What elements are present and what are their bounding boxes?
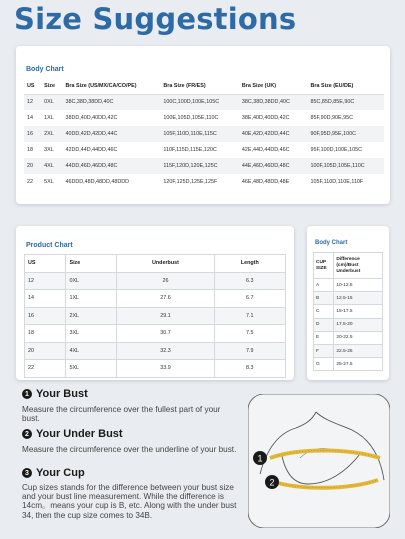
- table-row: [314, 331, 383, 344]
- table-cell: 33.9: [117, 360, 214, 378]
- table-cell: 3XL: [66, 325, 117, 343]
- table-cell: 16: [27, 131, 33, 137]
- table-cell: 110F,115D,115E,120C: [163, 147, 217, 153]
- table-row: [25, 307, 286, 325]
- table-cell: 20: [27, 163, 33, 169]
- table-cell: 46E,48D,48DD,48E: [241, 179, 290, 185]
- table-cell: 100C,100D,100E,105C: [163, 99, 220, 106]
- number-badge: 2: [22, 429, 32, 439]
- table-cell: A: [314, 279, 334, 292]
- cup-chart-card: [307, 226, 389, 380]
- table-cell: 2XL: [44, 131, 54, 137]
- column-header: CUP SIZE: [314, 253, 334, 279]
- section-cup-heading: [22, 467, 85, 479]
- table-cell: 16: [25, 307, 66, 325]
- section-bust-text: Measure the circumference over the fullest part of your bust.: [22, 405, 221, 424]
- table-header-row: [24, 78, 384, 94]
- section-cup-text: Cup sizes stands for the difference between your bust size and your bust line measurement. While the difference is 14cm。means your cup is B, etc. Along with the under bust 34, then the cup size comes to 34B.: [22, 483, 237, 520]
- table-cell: 95F,100D,100E,105C: [310, 147, 363, 153]
- table-cell: 7.1: [214, 307, 285, 325]
- table-cell: 20: [25, 342, 66, 360]
- number-badge: 3: [22, 468, 32, 478]
- table-cell: 22: [25, 360, 66, 378]
- table-cell: 22.5-25: [334, 344, 383, 357]
- body-chart-card: [16, 46, 390, 204]
- table-cell: 32.3: [117, 342, 214, 360]
- table-cell: 4XL: [66, 342, 117, 360]
- table-cell: 10-12.5: [334, 279, 383, 292]
- table-cell: 42E,44D,44DD,46C: [241, 147, 290, 153]
- table-cell: 0XL: [44, 99, 54, 106]
- table-row: [314, 358, 383, 371]
- table-cell: 14: [25, 290, 66, 308]
- table-cell: 38E,40D,40DD,42C: [241, 115, 290, 121]
- table-cell: 0XL: [66, 272, 117, 290]
- table-header-row: [314, 253, 383, 279]
- table-row: [25, 290, 286, 308]
- table-cell: 20-22.5: [334, 331, 383, 344]
- bust-measurement-illustration: [248, 394, 390, 528]
- table-cell: F: [314, 344, 334, 357]
- table-cell: 40DD,42D,42DD,44C: [65, 131, 118, 137]
- body-chart-title: Body Chart: [26, 66, 64, 73]
- column-header: Bra Size (UK): [241, 82, 277, 89]
- product-chart-card: [16, 226, 294, 380]
- table-row: [314, 279, 383, 292]
- column-header: US: [25, 255, 66, 273]
- table-row: [24, 110, 384, 126]
- column-header: Bra Size (FR/ES): [163, 82, 206, 89]
- table-cell: 3XL: [44, 147, 54, 153]
- table-cell: 44E,46D,46DD,48C: [241, 163, 290, 169]
- table-cell: 105F,110D,110E,115C: [163, 131, 217, 137]
- table-cell: 2XL: [66, 307, 117, 325]
- table-cell: 6.3: [214, 272, 285, 290]
- table-cell: 38C,38D,38DD,40C: [65, 99, 114, 106]
- table-cell: 100F,105D,105E,110C: [310, 163, 365, 169]
- table-row: [25, 360, 286, 378]
- section-title: Your Cup: [36, 467, 85, 479]
- table-row: [25, 272, 286, 290]
- table-row: [24, 94, 384, 110]
- table-cell: 120F,125D,125E,125F: [163, 179, 218, 185]
- product-chart-title: Product Chart: [26, 242, 73, 249]
- product-chart-table: [24, 254, 286, 378]
- table-row: [24, 158, 384, 174]
- table-cell: 4XL: [44, 163, 54, 169]
- section-bust-heading: [22, 388, 88, 400]
- table-row: [314, 292, 383, 305]
- table-cell: 25-27.5: [334, 358, 383, 371]
- cup-chart-table: [313, 252, 383, 371]
- table-cell: 5XL: [44, 179, 54, 185]
- table-row: [25, 342, 286, 360]
- table-row: [24, 126, 384, 142]
- table-cell: 18: [25, 325, 66, 343]
- column-header: Size: [44, 82, 55, 89]
- column-header: Underbust: [117, 255, 214, 273]
- table-cell: 30.7: [117, 325, 214, 343]
- table-cell: 40E,42D,42DD,44C: [241, 131, 290, 137]
- section-underbust-heading: [22, 428, 123, 440]
- column-header: US: [27, 82, 35, 89]
- column-header: Difference (cm)/Bust Underbust: [334, 253, 383, 279]
- table-cell: 12: [25, 272, 66, 290]
- table-cell: 12.5-15: [334, 292, 383, 305]
- marker-label: 1: [257, 453, 263, 464]
- table-cell: 22: [27, 179, 33, 185]
- table-cell: 46DDD,48D,48DD,48DDD: [65, 179, 130, 185]
- table-cell: D: [314, 318, 334, 331]
- table-row: [314, 318, 383, 331]
- column-header: Bra Size (EU/DE): [310, 82, 354, 89]
- table-cell: 1XL: [66, 290, 117, 308]
- table-cell: B: [314, 292, 334, 305]
- table-cell: 44DD,46D,46DD,48C: [65, 163, 118, 169]
- table-cell: 8.3: [214, 360, 285, 378]
- marker-label: 2: [269, 477, 275, 488]
- table-cell: 27.6: [117, 290, 214, 308]
- table-row: [24, 174, 384, 190]
- column-header: Length: [214, 255, 285, 273]
- table-cell: E: [314, 331, 334, 344]
- section-title: Your Under Bust: [36, 428, 123, 440]
- table-cell: C: [314, 305, 334, 318]
- table-cell: 12: [27, 99, 33, 106]
- table-cell: 42DD,44D,44DD,46C: [65, 147, 118, 153]
- table-cell: 17.5-20: [334, 318, 383, 331]
- table-cell: 115F,120D,120E,125C: [163, 163, 218, 169]
- section-underbust-text: Measure the circumference over the underline of your bust.: [22, 445, 237, 454]
- table-cell: 38C,38D,38DD,40C: [241, 99, 290, 106]
- table-cell: 14: [27, 115, 33, 121]
- body-chart-table: [24, 78, 384, 190]
- table-cell: 6.7: [214, 290, 285, 308]
- table-header-row: [25, 255, 286, 273]
- column-header: Bra Size (US/MX/CA/CO/PE): [65, 82, 137, 89]
- column-header: Size: [66, 255, 117, 273]
- table-cell: 5XL: [66, 360, 117, 378]
- table-cell: 38DD,40D,40DD,42C: [65, 115, 118, 121]
- table-row: [314, 344, 383, 357]
- table-row: [314, 305, 383, 318]
- cup-chart-title: Body Chart: [315, 240, 348, 246]
- table-cell: 7.9: [214, 342, 285, 360]
- table-cell: 7.5: [214, 325, 285, 343]
- table-cell: 26: [117, 272, 214, 290]
- table-cell: 85F,90D,90E,95C: [310, 115, 354, 121]
- table-row: [25, 325, 286, 343]
- table-cell: 90F,95D,95E,100C: [310, 131, 357, 137]
- table-cell: 29.1: [117, 307, 214, 325]
- section-title: Your Bust: [36, 388, 88, 400]
- table-cell: 1XL: [44, 115, 54, 121]
- table-cell: G: [314, 358, 334, 371]
- table-cell: 15-17.5: [334, 305, 383, 318]
- page-title: Size Suggestions: [14, 2, 297, 36]
- table-row: [24, 142, 384, 158]
- number-badge: 1: [22, 389, 32, 399]
- table-cell: 100E,105D,105E,110C: [163, 115, 219, 121]
- table-cell: 85C,85D,85E,90C: [310, 99, 355, 106]
- table-cell: 18: [27, 147, 33, 153]
- table-cell: 105F,110D,110E,110F: [310, 179, 364, 185]
